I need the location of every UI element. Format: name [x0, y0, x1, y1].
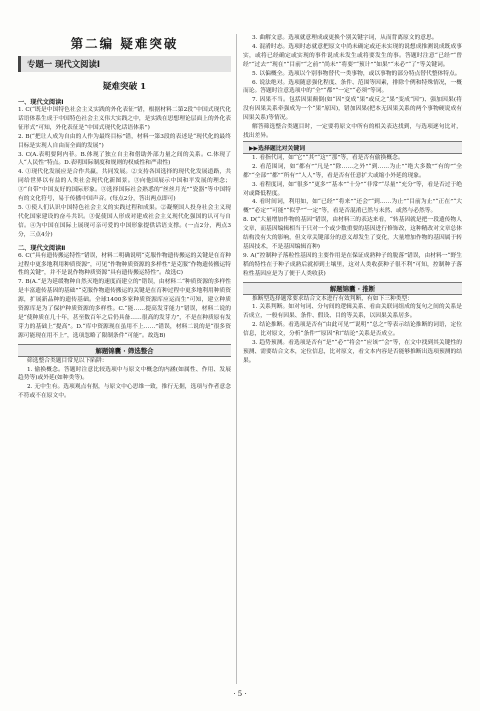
answer-1: 1. C(“既是中国特色社会主义实践的外化表征”错，根据材料二第2段“中国式现代化话语体系生成于中国特色社会主义伟大实践之中，是实践在思想理论层面上的外化表征形式”可知，外化表征是“中国式现代化话语体系”) [18, 107, 231, 131]
tip-box2-title: 解题锦囊 · 推断 [243, 282, 462, 295]
keyword-2: 2. 看范围词，如“都有”“凡是”“除……之外”“到……为止”“绝大多数”“有的”“全都”“全部”“都”“所有”“人人”等，看是否有任意扩大或缩小外延的现象。 [243, 163, 462, 179]
left-column [18, 97, 231, 401]
tip-box2-intro: 推断型选择题常要求结合文本进行有效判断，有如下三种类型： [252, 295, 413, 302]
column-divider [236, 34, 237, 684]
keyword-subheading: ▶▶选择题比对关键词 [243, 141, 462, 154]
tip-box-title: 解题锦囊 · 筛选整合 [18, 344, 231, 357]
answer-4: 4. ①现代化发展应是合作共赢，共同发展。②支持各国选择的现代化发展道路，共同给世界以有益的人类社会现代化新图景。③向他国展示中国和平发展的理念；③“自带”中国友好的国际形象。③选择国际社会熟悉的“丝丝月光”“瓷器”等中国特有的文化符号，易于传播中国声音。(每点2分，答出两点即可) [18, 169, 231, 203]
tip-summary: 解答筛选整合类题目时，一定要将原文中所有的相关表达找到，与选项逐句比对，找出差异。 [243, 124, 462, 139]
section1-heading: 一、现代文阅读Ⅰ [18, 99, 64, 106]
answer-6: 6. C(“具有遗传搬运特性”错误，材料二明确说明“克服作物遗传搬运的关键是在育种过程中更多地利用种质资源”，可见“作物种质资源的多样性”是克服“作物遗传搬运特性的关键”，并不是说作物种质资源“具有遗传搬运特性”。故选C) [18, 252, 232, 277]
tip-point-7: 7. 因果不当。包括因果颠倒(如“因”变成“果”或反之“果”变成“因”)、强加因果(将没有因果关系牵强成为一个“果”原因)，错加因果(把本无因果关系的两个事物硬说成有因果关系)等情况。 [243, 97, 462, 122]
tip-box2-point-1: 1. 关系判断。如对句词、分句间的逻辑关系、看由关联词组成的复句之间的关系是否成立，一般有因果、条件、假设、目的等关系，以因果关系居多。 [243, 304, 462, 320]
tip-box-intro: 筛选整合类题目常见以下陷阱： [27, 357, 108, 364]
answer-8: 8. D(“大量增加作物的基因”错误，由材料三的表达来看，“转基因就是把一段遗传物人文章，而基因编辑相当于只对一个或少数重要的基因进行修饰改，这种精改对文章总体结构没有大的影响，但文章关键部分的意义却发生了变化，大量增加作物的基因属于转基因技术，不是基因编辑育种) [243, 217, 462, 250]
tip-point-6: 6. 说法绝对。选项随意强化程度、条件、范围等因素，排除个例和特殊情况，一概而论。答题时注意选项中的“全”“都”“一定”“必须”等词。 [243, 79, 462, 95]
tip-point-1: 1. 偷换概念。答题时注意比较选项中与原文中概念的内涵(如属性、作用、发展趋势等)或外延(如种类等)。 [18, 366, 231, 382]
keyword-3: 3. 看程度词，如“很多”“更多”“基本”“十分”“非常”“尽量”“充分”等，看是否过于绝对或降低程度。 [243, 181, 462, 197]
tip-point-4: 4. 混淆时态。选项时态就意把原文中尚未确定或还未实现的说想成推测说成既成事实，或将已经确定或实现的事件说成未发生或将要发生的事。答题时注意“已经”“曾经”“过去”“现在”“目前”“之前”“尚未”“将要”“预计”“如果”“未必”“了”等关键词。 [243, 43, 462, 68]
part-title: 第二编 疑难突破 [70, 36, 179, 51]
answer-2: 2. B(“把让人成为自由的人作为最终目标”错，材料一第3段的表述是“现代化的最终目标是实现人自由而全面的发展”) [18, 133, 231, 149]
topic-bar: 专题一 现代文阅读Ⅰ [18, 56, 231, 72]
tip-point-2: 2. 无中生有。选项观点有据，与原文中心思维一致，推行无据，选项与作者意念不符或不在原文中。 [18, 384, 231, 400]
keyword-4: 4. 看时间词，利用如，如“已经”“将来”“还会”“到……为止”“目前为止”“正在”“大概”“必定”“可能”“似乎”“一定”等，看是否混淆已然与未然、或然与必然等。 [243, 199, 462, 215]
section2-heading: 二、现代文阅读Ⅱ [18, 244, 66, 252]
keyword-1: 1. 看指代词，如“它”“其”“这”“那”等，看是否有偷换概念。 [252, 154, 404, 161]
right-column [243, 34, 462, 366]
answer-7: 7. B(A.“是为延缓物种自然灭绝的速度而建立的”错误，由材料二“种质资源的多样性是丰富遗传基因的基础”“克服作物遗传搬运的关键是在育种过程中更多地利用种质资源，扩展新品种的遗传基础。全球1400多家种质资源库应运而生”可知，建立种质资源库是为了保护种质资源的多样性。C.“能……提高发芽能力”错误，材料二说的是“使种质在几十年，甚至数百年之后仍具备……很高的发芽力”，不是在种质原有发芽力的基础上“提高”。D.“库中资源现在虽用不上……”错误，材料二说的是“很多资源可能现在用不上”，选项忽略了限制条件“可能”。故选B) [18, 279, 231, 339]
tip-point-5: 5. 以偏概全。选项以个别事物替代一类事物，或以事物的部分特点替代整体特点。 [252, 70, 461, 77]
tip-point-3: 3. 曲解文意。选项就意理成或更换个别关键字词，从而背离原文的意思。 [252, 35, 438, 41]
tip-box2-point-3: 3. 趋势预测。看选项是否有“是”“必”“将会”“应该”“会”等，在文中找到其关键性的预测、需要结合文本，定位信息，比对原文，看文本内容是否能够推断出选项预测的结果。 [243, 340, 462, 364]
exercise-title: 疑难突破 1 [102, 82, 147, 92]
tip-box2-point-2: 2. 结论推断。看选项是否有“由此可见”“说明”“总之”等表示结论推断的词语，定位信息，比对原文，分析“条件”“原因”和“结论”关系是否成立。 [243, 322, 462, 338]
answer-5: 5. ①使人们认识中国特色社会主义的实践过程和成果。②凝聚国人投身社会主义现代化国家建设的奋斗共识。③促使国人形成对建成社会主义现代化强国的认可与自信。④为中国在国际上展现可亲可爱的中国形象提供话语支撑。(一点2分，两点3分，三点4分) [18, 204, 231, 238]
answer-3: 3. C(A.表明要阿内菲。B.体现了独立自主和借助外部力量之间的关系。C.体现了人“人民性”特点。D.表明国际制度和规则的权威性和严肃性) [18, 151, 231, 167]
page-number: · 5 · [233, 690, 247, 698]
answer-9: 9. A(“控制种子落粒性基因的主要作用是在保证成熟种子的脱落”错误，由材料一“野生稻的特性在于种子成熟后就掉到土壤里，这对人类收获种子很不利”可知，控制种子落粒性基因应是为了便于人类收获) [243, 252, 462, 277]
